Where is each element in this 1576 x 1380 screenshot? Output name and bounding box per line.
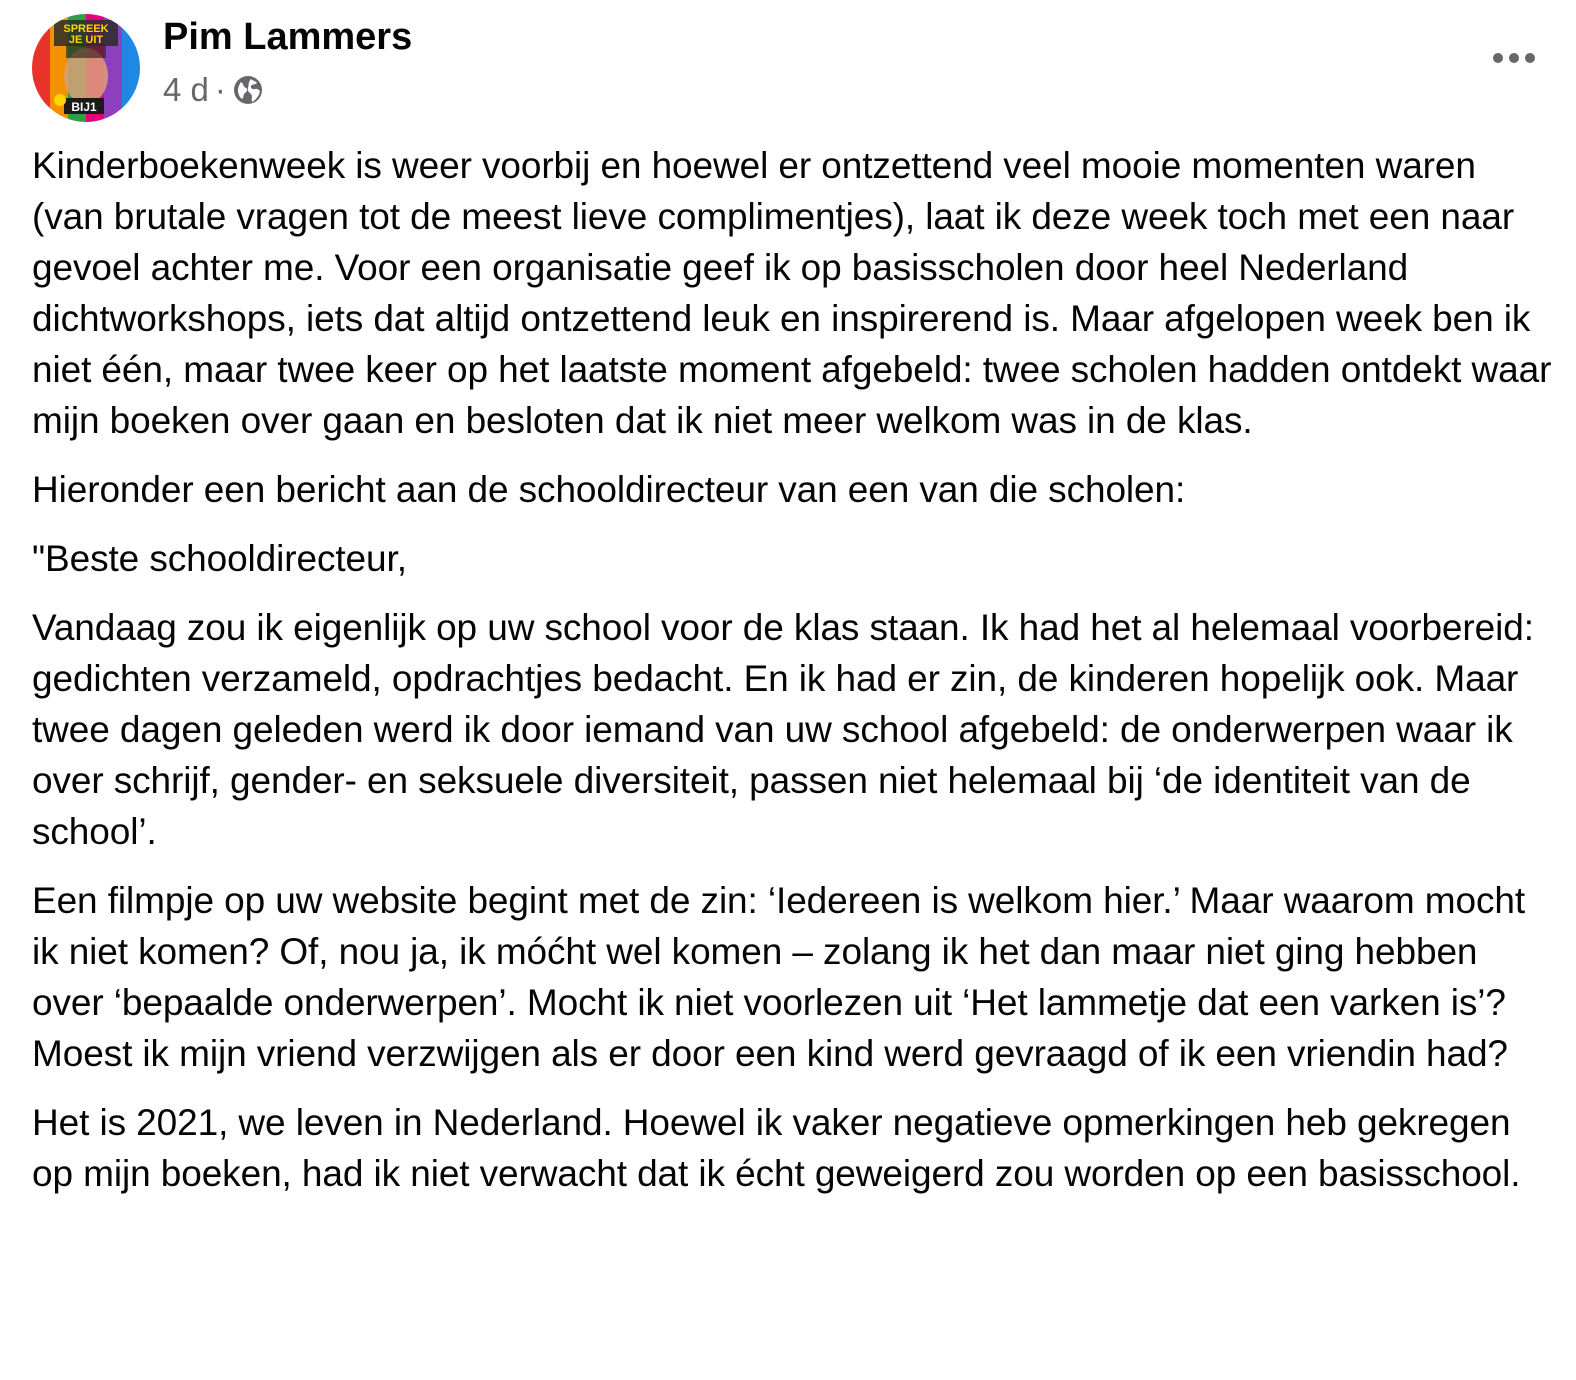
avatar-text-bottom: BIJ1: [71, 100, 97, 114]
post-timestamp[interactable]: 4 d: [163, 71, 209, 108]
post-paragraph: Vandaag zou ik eigenlijk op uw school voor de klas staan. Ik had het al helemaal voorbereid: gedichten verzameld, opdrachtjes bedacht. En ik had er zin, de kinderen hopelijk ook. Maar twee dagen geleden werd ik door iemand van uw school afgebeld: de onderwerpen waar ik over schrijf, gender- en seksuele diversiteit, passen niet helemaal bij ‘de identiteit van de school’.: [32, 607, 1534, 852]
post-paragraph: Een filmpje op uw website begint met de zin: ‘Iedereen is welkom hier.’ Maar waarom mocht ik niet komen? Of, nou ja, ik móćht wel komen – zolang ik het dan maar niet ging hebben over ‘bepaalde onderwerpen’. Mocht ik niet voorlezen uit ‘Het lammetje dat een varken is’? Moest ik mijn vriend verzwijgen als er door een kind werd gevraagd of ik een vriendin had?: [32, 880, 1526, 1074]
avatar-image: [32, 14, 140, 122]
avatar-text-top: SPREEK: [63, 23, 109, 35]
author-name[interactable]: Pim Lammers: [163, 16, 413, 58]
post-content: [32, 140, 1552, 1217]
post-paragraph: "Beste schooldirecteur,: [32, 538, 407, 579]
more-options-button[interactable]: [1484, 34, 1544, 82]
author-avatar[interactable]: [32, 14, 140, 122]
more-options-icon: [1490, 50, 1538, 66]
post-meta: [163, 70, 264, 110]
post-paragraph: Kinderboekenweek is weer voorbij en hoewel er ontzettend veel mooie momenten waren (van brutale vragen tot de meest lieve complimentjes), laat ik deze week toch met een naar gevoel achter me. Voor een organisatie geef ik op basisscholen door heel Nederland dichtworkshops, iets dat altijd ontzettend leuk en inspirerend is. Maar afgelopen week ben ik niet één, maar twee keer op het laatste moment afgebeld: twee scholen hadden ontdekt waar mijn boeken over gaan en besloten dat ik niet meer welkom was in de klas.: [32, 145, 1552, 441]
globe-icon[interactable]: [232, 74, 264, 106]
avatar-text-middle: JE UIT: [68, 34, 104, 46]
post-header: [32, 14, 1544, 124]
post-paragraph: Hieronder een bericht aan de schooldirecteur van een van die scholen:: [32, 469, 1186, 510]
post-paragraph: Het is 2021, we leven in Nederland. Hoewel ik vaker negatieve opmerkingen heb gekregen op mijn boeken, had ik niet verwacht dat ik écht geweigerd zou worden op een basisschool.: [32, 1102, 1521, 1194]
meta-separator: ·: [214, 71, 226, 108]
